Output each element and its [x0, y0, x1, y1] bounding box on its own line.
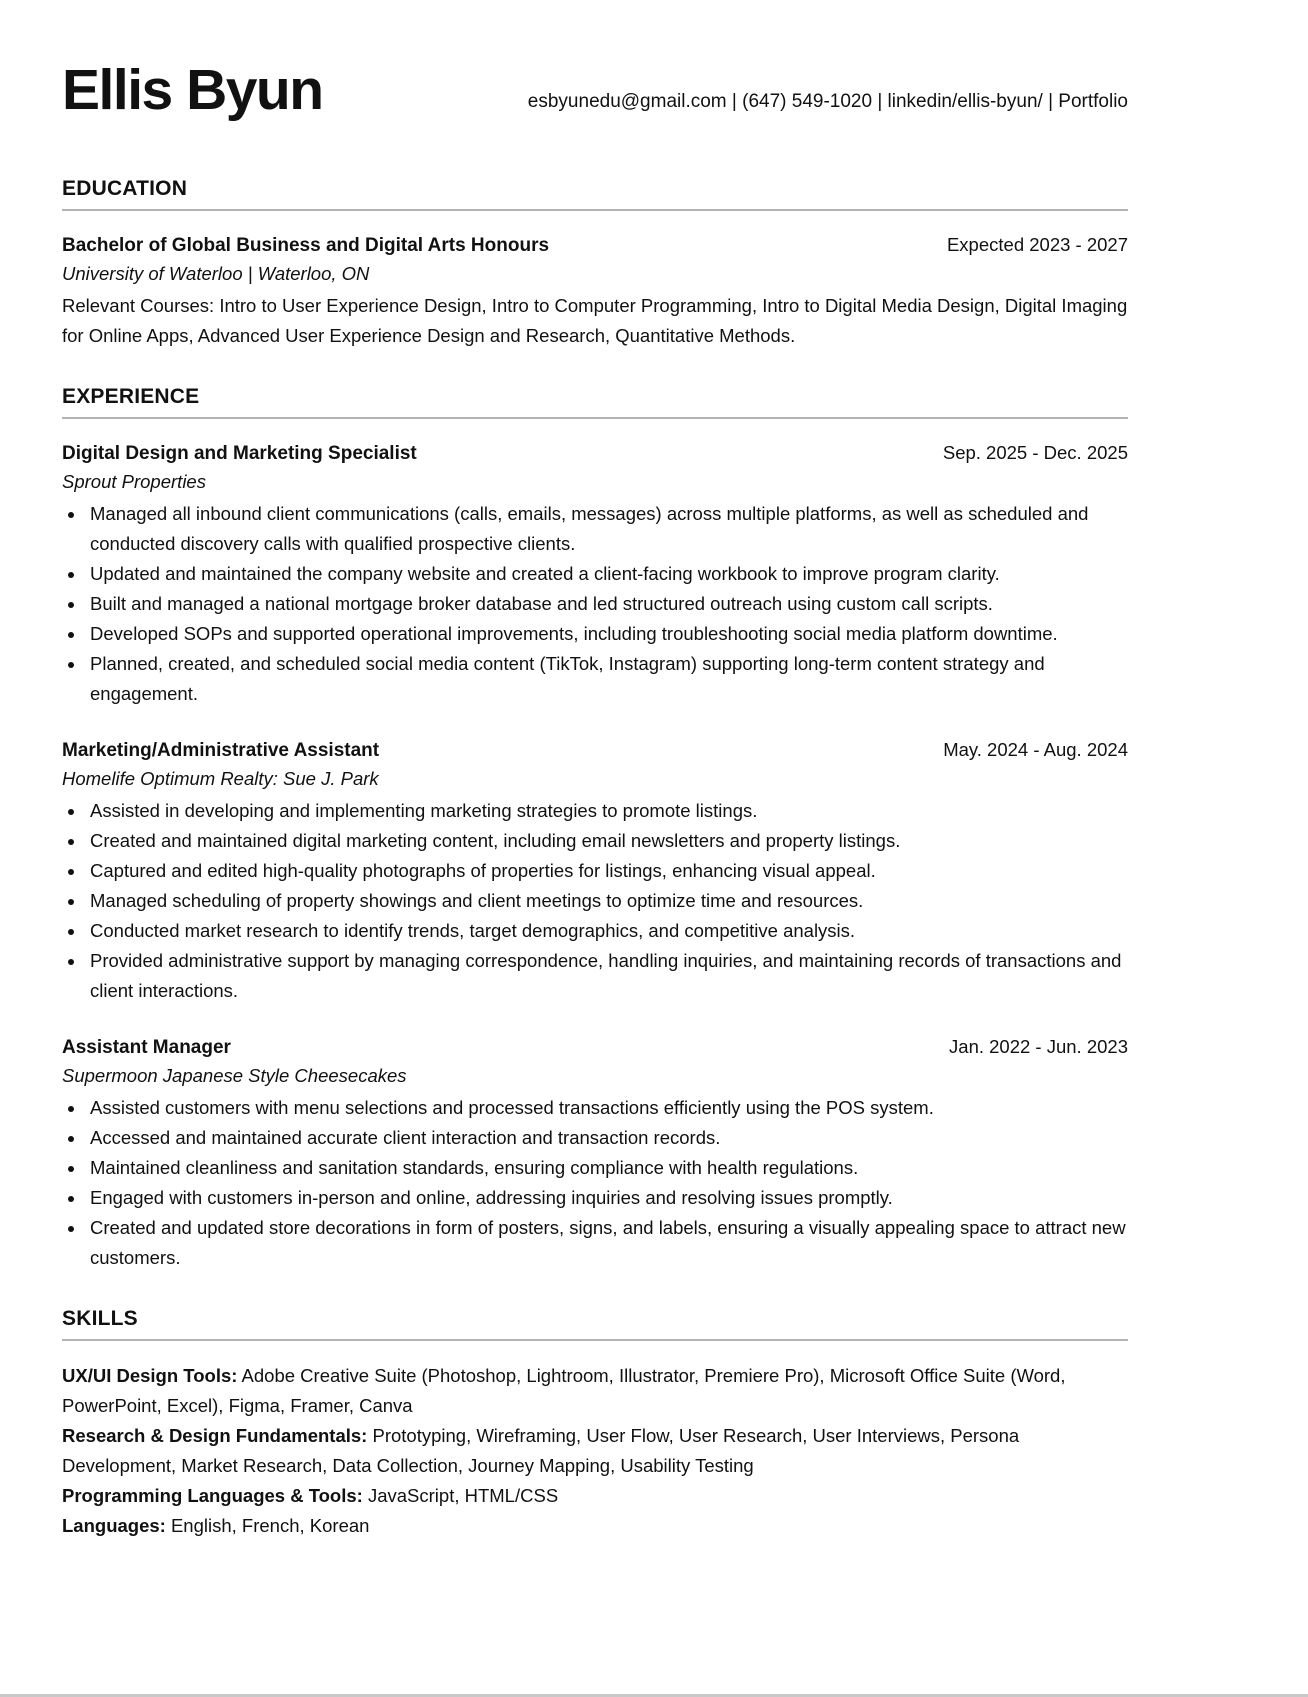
section-education [62, 177, 1128, 351]
bullet-item: • Maintained cleanliness and sanitation standards, ensuring compliance with health regulations. [86, 1153, 1128, 1183]
job-company: Sprout Properties [62, 471, 206, 493]
degree-title: Bachelor of Global Business and Digital Arts Honours [62, 235, 550, 256]
skill-label: Research & Design Fundamentals: [62, 1424, 368, 1446]
skill-label: UX/UI Design Tools: [62, 1364, 238, 1386]
bullet-item: • Updated and maintained the company website and created a client-facing workbook to improve program clarity. [86, 559, 1128, 589]
skill-line [62, 1361, 1128, 1421]
job-bullets [62, 1093, 1128, 1273]
bullet-item: • Engaged with customers in-person and online, addressing inquiries and resolving issues promptly. [86, 1183, 1128, 1213]
bullet-item: • Managed all inbound client communications (calls, emails, messages) across multiple platforms, as well as scheduled and conducted discovery calls with qualified prospective clients. [86, 499, 1128, 559]
bullet-item: • Developed SOPs and supported operational improvements, including troubleshooting social media platform downtime. [86, 619, 1128, 649]
bullet-item: • Captured and edited high-quality photographs of properties for listings, enhancing visual appeal. [86, 856, 1128, 886]
job-entry-head [62, 439, 1128, 468]
skill-line [62, 1511, 1128, 1541]
relevant-courses: Relevant Courses: Intro to User Experience Design, Intro to Computer Programming, Intro to Digital Media Design, Digital Imaging for Online Apps, Advanced User Experience Design and Research, Quantitative Methods. [62, 295, 1128, 347]
job-date: May. 2024 - Aug. 2024 [943, 738, 1128, 760]
skills-heading: SKILLS [62, 1306, 138, 1330]
job-bullets [62, 796, 1128, 1006]
experience-heading: EXPERIENCE [62, 385, 200, 409]
job-entry-head [62, 736, 1128, 765]
job-bullets [62, 499, 1128, 709]
bullet-item: • Conducted market research to identify trends, target demographics, and competitive analysis. [86, 916, 1128, 946]
job-entry [62, 736, 1128, 1006]
header [62, 58, 1128, 122]
job-title: Marketing/Administrative Assistant [62, 739, 380, 761]
section-skills [62, 1307, 1128, 1541]
bullet-item: • Created and updated store decorations in form of posters, signs, and labels, ensuring a visually appealing space to attract new customers. [86, 1213, 1128, 1273]
bullet-item: • Built and managed a national mortgage broker database and led structured outreach using custom call scripts. [86, 589, 1128, 619]
section-divider [62, 1339, 1128, 1341]
education-heading: EDUCATION [62, 177, 188, 200]
person-name: Ellis Byun [62, 58, 323, 122]
skill-label: Languages: [62, 1514, 166, 1536]
job-entry-head [62, 1033, 1128, 1062]
job-entry [62, 1033, 1128, 1273]
school-name: University of Waterloo | Waterloo, ON [62, 263, 370, 285]
bullet-item: • Assisted customers with menu selections and processed transactions efficiently using the POS system. [86, 1093, 1128, 1123]
job-company: Homelife Optimum Realty: Sue J. Park [62, 768, 379, 790]
bullet-item: • Provided administrative support by managing correspondence, handling inquiries, and maintaining records of transactions and client interactions. [86, 946, 1128, 1006]
bullet-item: • Assisted in developing and implementing marketing strategies to promote listings. [86, 796, 1128, 826]
bullet-item: • Planned, created, and scheduled social media content (TikTok, Instagram) supporting long-term content strategy and engagement. [86, 649, 1128, 709]
skill-text: Prototyping, Wireframing, User Flow, User Research, User Interviews, Persona Development, Market Research, Data Collection, Journey Mapping, Usability Testing [62, 1424, 1020, 1476]
job-date: Jan. 2022 - Jun. 2023 [949, 1035, 1128, 1057]
section-divider [62, 209, 1128, 211]
section-experience [62, 385, 1128, 1273]
contact-info: esbyunedu@gmail.com | (647) 549-1020 | linkedin/ellis-byun/ | Portfolio [527, 91, 1128, 112]
bullet-item: • Created and maintained digital marketing content, including email newsletters and property listings. [86, 826, 1128, 856]
skill-line [62, 1481, 1128, 1511]
skill-line [62, 1421, 1128, 1481]
job-company: Supermoon Japanese Style Cheesecakes [62, 1065, 407, 1087]
degree-date: Expected 2023 - 2027 [946, 234, 1128, 255]
job-entry [62, 439, 1128, 709]
section-divider [62, 417, 1128, 419]
bullet-item: • Accessed and maintained accurate client interaction and transaction records. [86, 1123, 1128, 1153]
skill-text: Adobe Creative Suite (Photoshop, Lightroom, Illustrator, Premiere Pro), Microsoft Office Suite (Word, PowerPoint, Excel), Figma, Framer, Canva [62, 1364, 1066, 1416]
job-title: Assistant Manager [62, 1036, 231, 1058]
job-title: Digital Design and Marketing Specialist [62, 443, 417, 465]
bullet-item: • Managed scheduling of property showings and client meetings to optimize time and resources. [86, 886, 1128, 916]
skill-text: JavaScript, HTML/CSS [362, 1484, 559, 1506]
education-entry-head [62, 231, 1128, 260]
job-date: Sep. 2025 - Dec. 2025 [942, 442, 1128, 464]
skill-label: Programming Languages & Tools: [62, 1484, 363, 1506]
skill-text: English, French, Korean [165, 1514, 370, 1536]
